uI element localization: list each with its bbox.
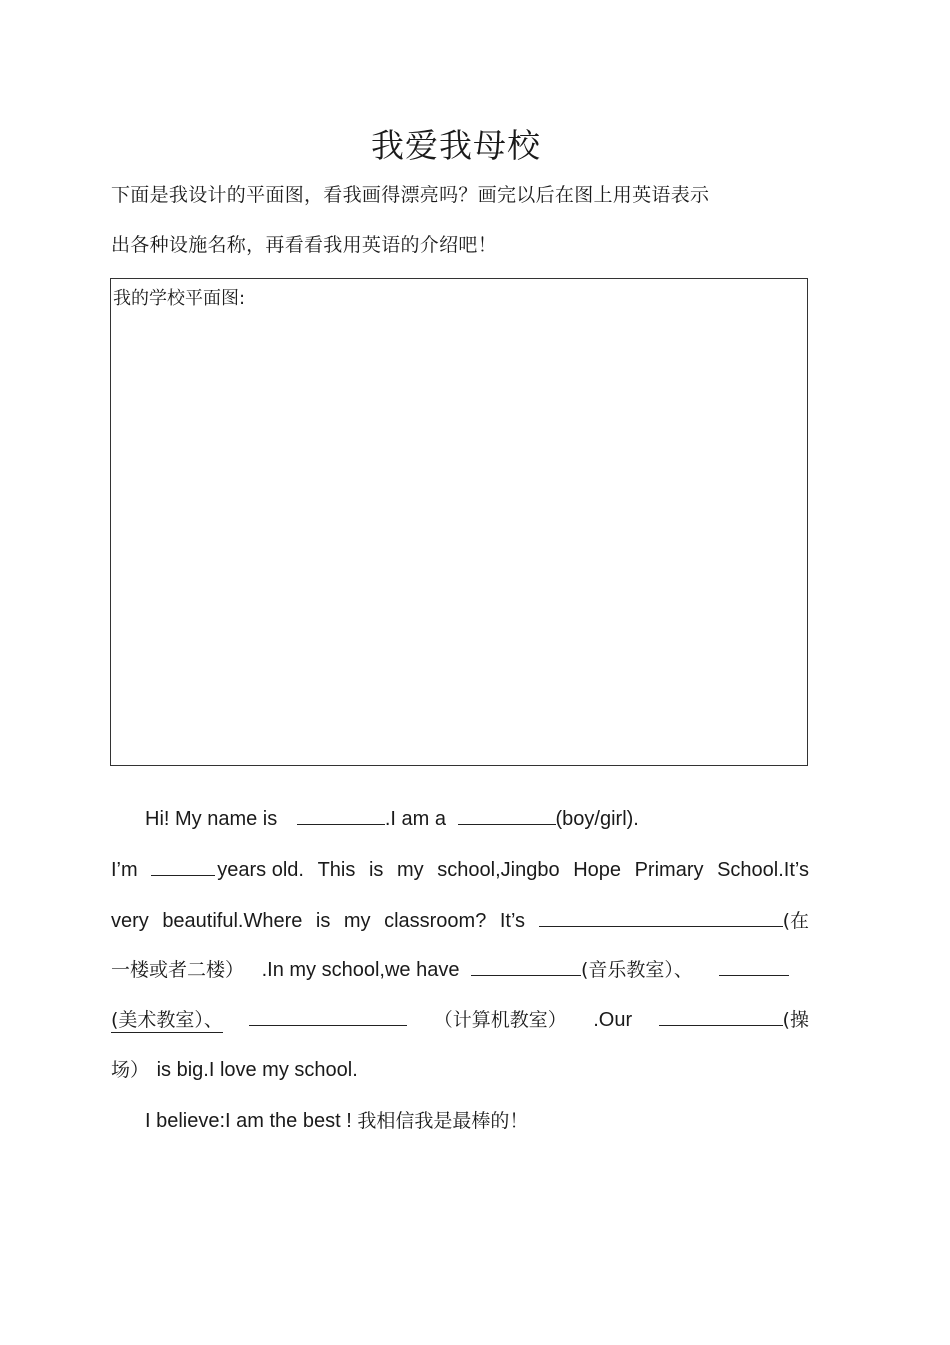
text-classroom: classroom?	[384, 910, 487, 932]
text-computer-room-hint: （计算机教室）	[433, 1009, 567, 1031]
text-i-believe: I believe:I am the best !	[145, 1110, 352, 1132]
text-music-room-hint: (音乐教室）、	[581, 959, 693, 981]
text-very: very	[111, 910, 149, 932]
intro-line-2: 出各种设施名称，再看看我用英语的介绍吧！	[111, 234, 498, 256]
playground-blank[interactable]	[659, 1007, 783, 1026]
art-room-blank-start[interactable]	[719, 957, 789, 976]
text-floor-hint-end: 一楼或者二楼）	[111, 959, 245, 981]
text-hi: Hi! My name is	[145, 808, 278, 830]
page-title: 我爱我母校	[371, 126, 541, 165]
name-blank[interactable]	[297, 806, 385, 825]
computer-room-blank[interactable]	[249, 1007, 407, 1026]
school-map-drawing-area[interactable]	[110, 278, 808, 766]
text-in-my-school: .In my school,we have	[261, 959, 460, 981]
text-school-jingbo: school,Jingbo	[437, 859, 560, 881]
intro-line-1: 下面是我设计的平面图，看我画得漂亮吗？画完以后在图上用英语表示	[111, 184, 710, 206]
gender-blank[interactable]	[458, 806, 556, 825]
text-floor-hint-start: (在	[782, 910, 809, 932]
text-is: is	[368, 859, 384, 881]
age-blank[interactable]	[151, 857, 215, 876]
text-its: It’s	[499, 910, 526, 932]
passage-line-music	[111, 955, 809, 982]
text-boy-girl: (boy/girl).	[555, 808, 639, 830]
text-beautiful-where: beautiful.Where	[162, 910, 303, 932]
text-im: I’m	[111, 859, 138, 881]
text-playground-hint-end: 场）	[111, 1059, 150, 1081]
text-my: my	[397, 859, 424, 881]
passage-line-name	[145, 806, 639, 831]
text-is-big: is big.I love my school.	[156, 1059, 358, 1081]
text-i-am-a: .I am a	[384, 808, 446, 830]
classroom-floor-blank[interactable]	[539, 908, 783, 927]
text-art-room-hint: (美术教室）、	[111, 1005, 223, 1033]
passage-line-classroom	[111, 906, 809, 933]
text-hope: Hope	[573, 859, 621, 881]
passage-line-age	[111, 857, 809, 882]
text-my-2: my	[343, 910, 371, 932]
text-school-its: School.It’s	[717, 859, 809, 881]
passage-line-big	[111, 1055, 809, 1082]
text-years-old: years old.	[217, 859, 304, 881]
passage-line-believe	[145, 1106, 528, 1133]
music-room-blank[interactable]	[471, 957, 581, 976]
text-our: .Our	[593, 1009, 633, 1031]
map-label: 我的学校平面图:	[113, 288, 246, 309]
passage-line-art-computer	[111, 1005, 809, 1033]
text-i-believe-zh: 我相信我是最棒的！	[357, 1110, 529, 1132]
text-is-2: is	[315, 910, 331, 932]
text-playground-hint-start: (操	[782, 1009, 809, 1031]
text-primary: Primary	[634, 859, 704, 881]
text-this: This	[317, 859, 356, 881]
